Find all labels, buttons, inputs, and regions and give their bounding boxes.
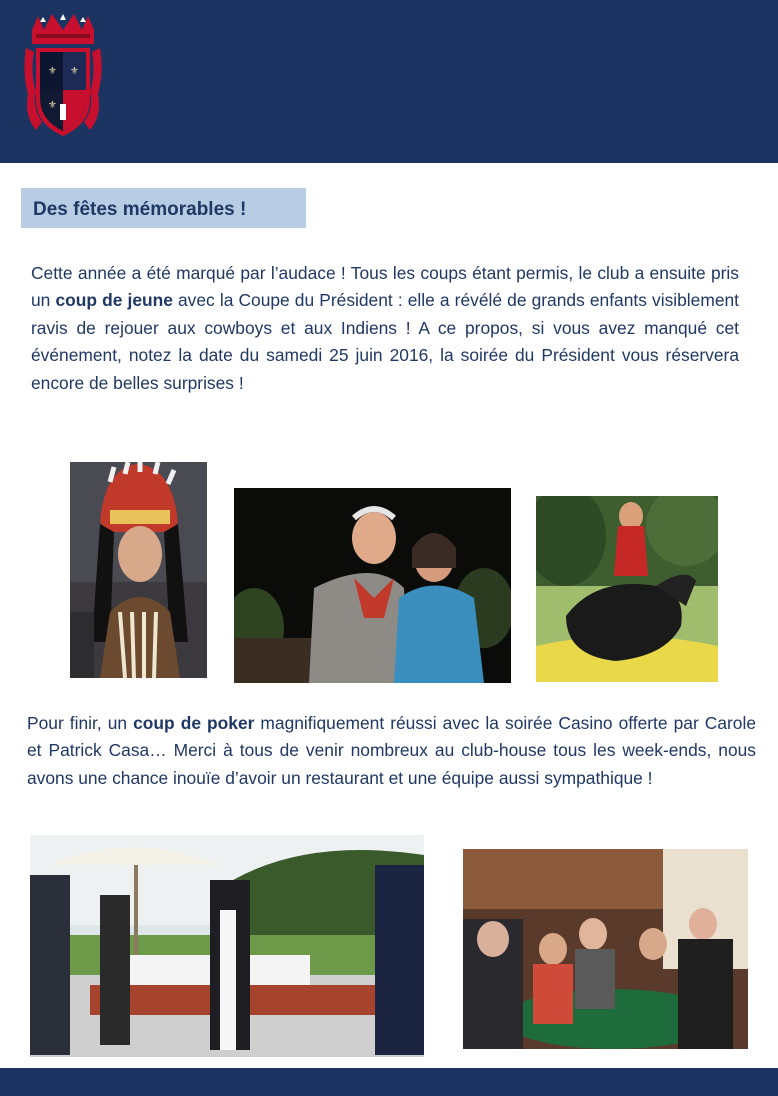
intro-paragraph — [31, 260, 739, 397]
page-footer — [0, 1068, 778, 1096]
photo-outdoor-speech — [30, 835, 424, 1057]
page-header — [0, 0, 778, 163]
crest-logo — [22, 12, 104, 142]
svg-text:⚜: ⚜ — [48, 66, 57, 77]
closing-text-1: Pour finir, un — [27, 713, 134, 733]
intro-bold: coup de jeune — [55, 290, 173, 311]
section-title: Des fêtes mémorables ! — [33, 199, 247, 220]
photo-couple-cowboy — [234, 488, 511, 683]
intro-text-1: Cette année a été marqué par l’audace ! Tous les coups étant permis, le club a ensuite pris un — [31, 263, 739, 311]
svg-text:⚜: ⚜ — [48, 100, 57, 111]
photo-casino-table — [463, 849, 748, 1049]
closing-paragraph — [27, 710, 756, 792]
photo-indian-headdress — [70, 462, 207, 678]
closing-bold: coup de poker — [133, 713, 255, 733]
photo-mechanical-bull — [536, 496, 718, 682]
intro-text-2: avec la Coupe du Président : elle a révélé de grands enfants visiblement ravis de rejouer aux cowboys et aux Indiens ! A ce propos, si vous avez manqué cet événement, notez la date du samedi 25 juin 2016, la soirée du Président vous réservera encore de belles surprises ! — [31, 290, 739, 393]
svg-text:⚜: ⚜ — [70, 66, 79, 77]
section-title-box — [21, 188, 306, 228]
closing-text-2: magnifiquement réussi avec la soirée Casino offerte par Carole et Patrick Casa… Merci à tous de venir nombreux au club-house tous les week-ends, nous avons une chance inouïe d’avoir un restaurant et une équipe aussi sympathique ! — [27, 713, 757, 788]
